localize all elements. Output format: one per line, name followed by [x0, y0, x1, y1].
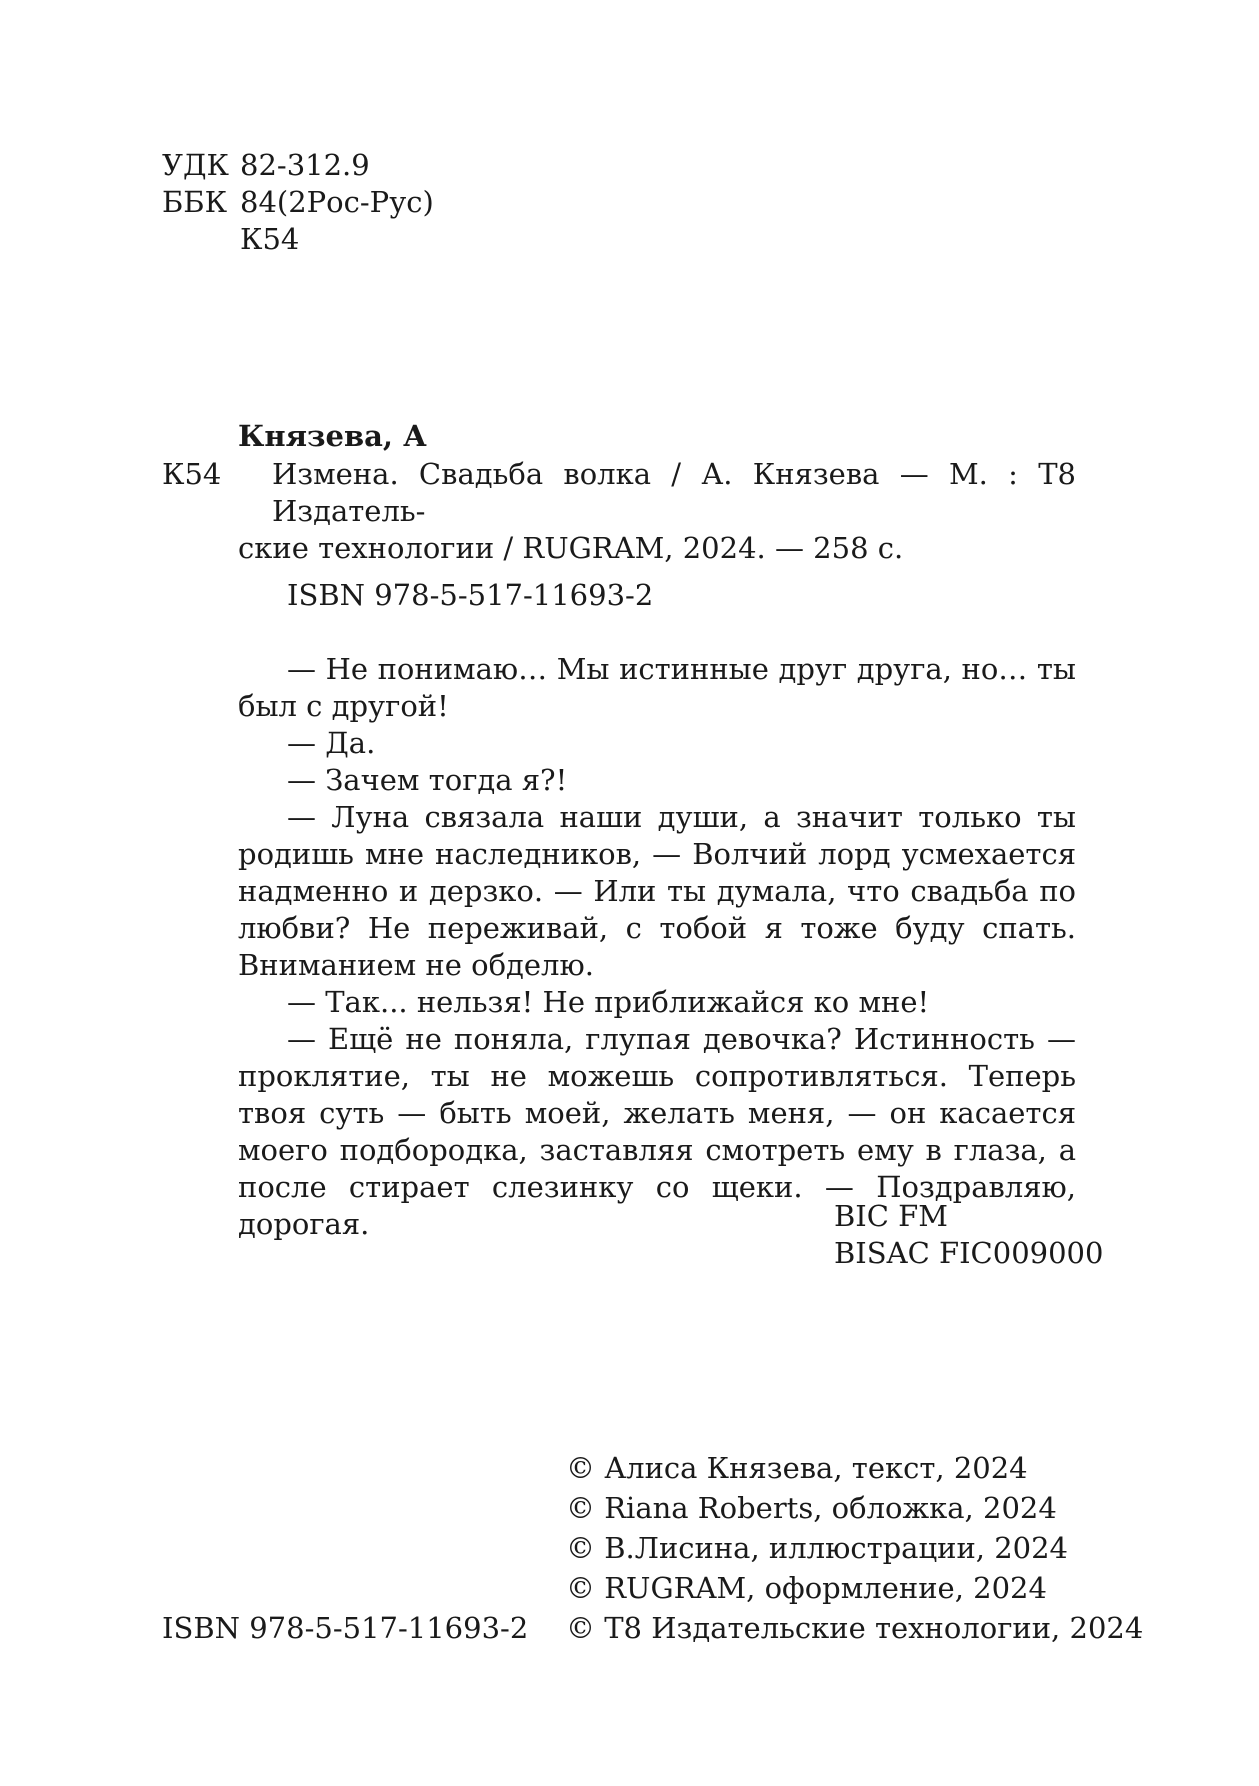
- udk-value: 82-312.9: [240, 148, 370, 182]
- annotation-paragraph: — Зачем тогда я?!: [287, 763, 568, 797]
- annotation-paragraph: — Не понимаю… Мы истинные друг друга, но… ты был с другой!: [238, 652, 1076, 723]
- isbn-record: ISBN 978-5-517-11693-2: [287, 578, 654, 612]
- bisac-code: BISAC FIC009000: [834, 1236, 1104, 1270]
- udk-line: [162, 147, 370, 184]
- annotation-paragraph: — Так... нельзя! Не приближайся ко мне!: [287, 985, 930, 1019]
- bibliographic-mark: К54: [162, 457, 222, 491]
- author-mark: К54: [240, 222, 300, 256]
- copyright-line: © В.Лисина, иллюстрации, 2024: [566, 1531, 1069, 1565]
- annotation: [238, 651, 1076, 1243]
- udk-label: УДК: [162, 148, 229, 182]
- annotation-paragraph: — Да.: [287, 726, 376, 760]
- bic-code: BIC FM: [834, 1199, 948, 1233]
- description-line: Измена. Свадьба волка / А. Князева — М. : Т8 Издатель-: [272, 457, 1076, 528]
- copyright-line: © Т8 Издательские технологии, 2024: [566, 1611, 1144, 1645]
- author-mark-line: [162, 221, 299, 258]
- bbk-value: 84(2Рос-Рус): [240, 185, 434, 219]
- bibliographic-description: [238, 456, 1076, 567]
- annotation-paragraph: — Луна связала наши души, а значит только ты родишь мне наследников, — Волчий лорд усмехается надменно и дерзко. — Или ты думала, что свадьба по любви? Не переживай, с тобой я тоже буду спать. Вниманием не обделю.: [238, 800, 1076, 982]
- bbk-line: [162, 184, 434, 221]
- bbk-label: ББК: [162, 185, 228, 219]
- subject-codes: [834, 1198, 1103, 1272]
- author-heading: Князева, А: [238, 419, 427, 453]
- copyright-block: [566, 1448, 1143, 1648]
- isbn-bottom: ISBN 978-5-517-11693-2: [162, 1611, 529, 1645]
- copyright-line: © Riana Roberts, обложка, 2024: [566, 1491, 1057, 1525]
- description-line: ские технологии / RUGRAM, 2024. — 258 с.: [238, 531, 904, 565]
- annotation-paragraph: — Ещё не поняла, глупая девочка? Истинность — проклятие, ты не можешь сопротивляться. Теперь твоя суть — быть моей, желать меня, — он касается моего подбородка, заставляя смотреть ему в глаза, а после стирает слезинку со щеки. — Поздравляю, дорогая.: [238, 1022, 1076, 1241]
- copyright-line: © RUGRAM, оформление, 2024: [566, 1571, 1047, 1605]
- copyright-line: © Алиса Князева, текст, 2024: [566, 1451, 1028, 1485]
